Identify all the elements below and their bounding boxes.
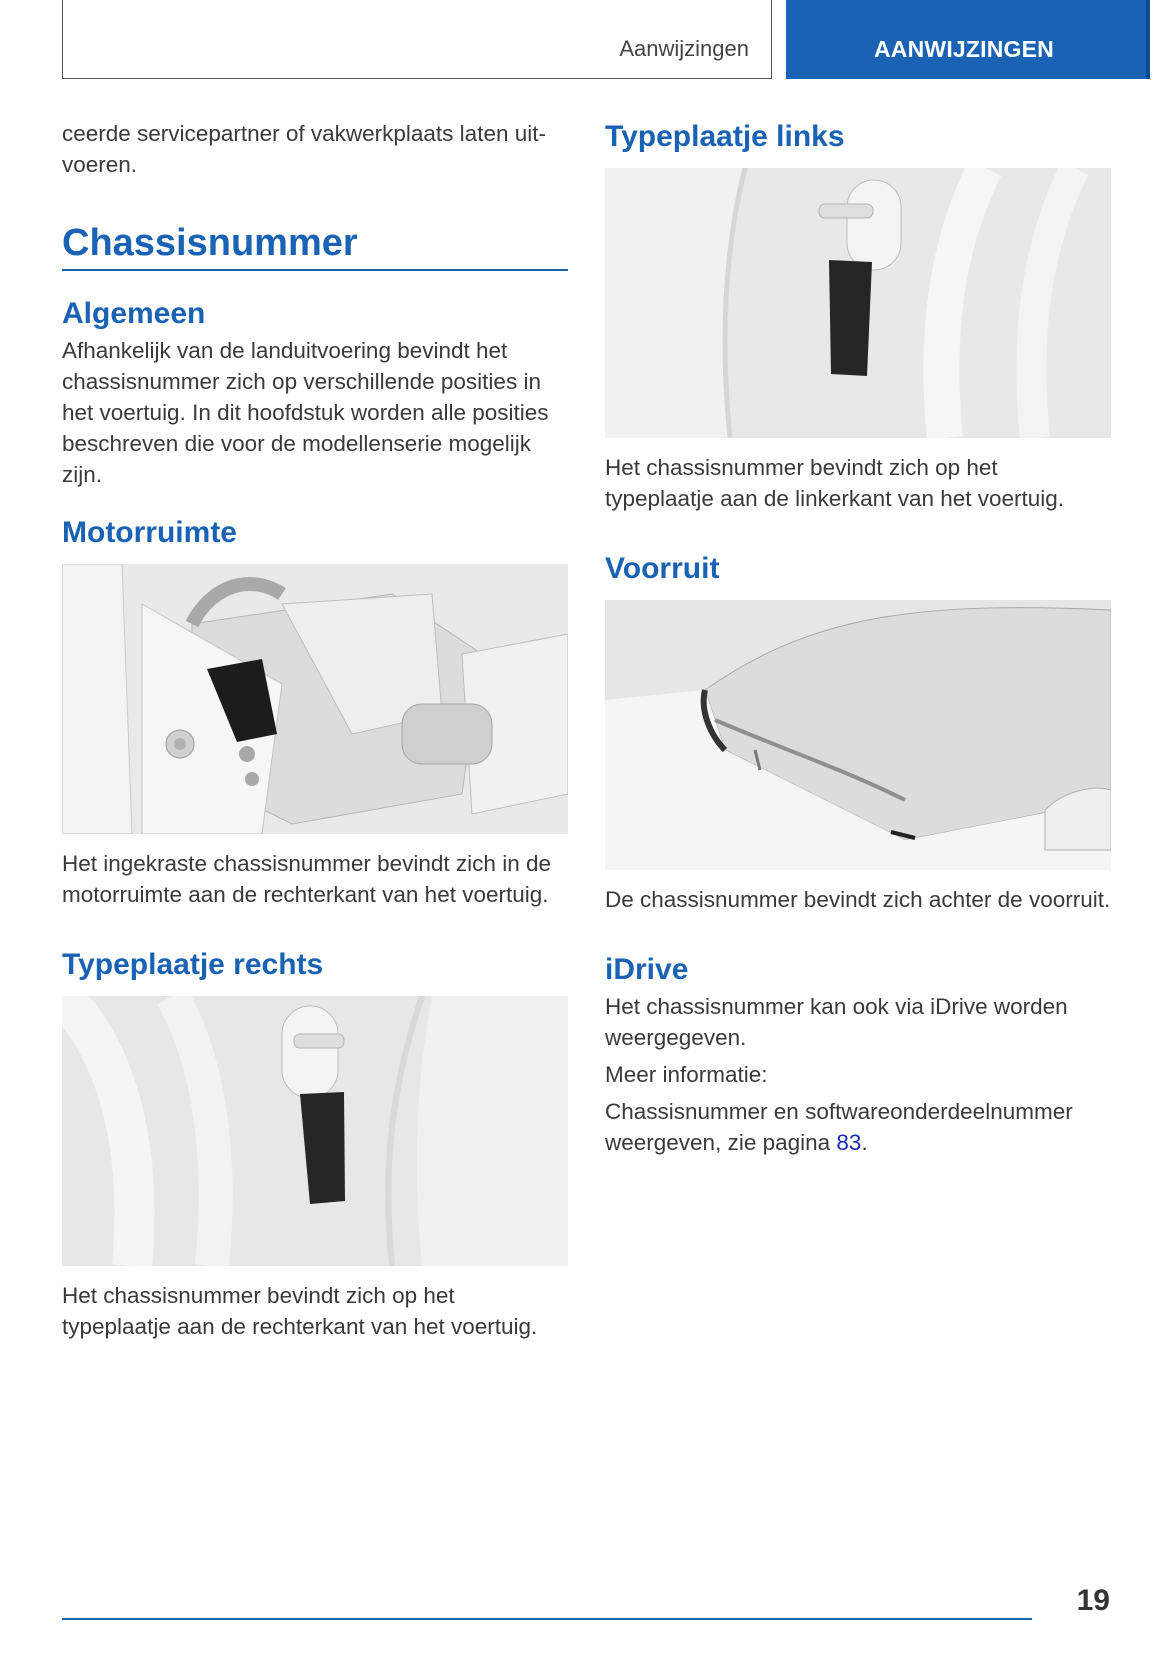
windshield-illustration (605, 600, 1111, 870)
section-title-idrive: iDrive (605, 953, 689, 986)
header-section-title: Aanwijzingen (619, 36, 749, 61)
section-title-algemeen: Algemeen (62, 297, 206, 330)
section-title-typeplaatje-rechts: Typeplaatje rechts (62, 948, 324, 981)
type-plate-left-image (605, 168, 1111, 438)
chapter-title: Chassisnummer (62, 222, 568, 271)
reference-text: Chassisnummer en softwareonderdeelnummer weergeven, zie pagina (605, 1099, 1073, 1155)
header-chapter-tab (786, 0, 1150, 79)
section-title-voorruit: Voorruit (605, 552, 720, 585)
reference-end: . (861, 1130, 868, 1155)
idrive-text: Het chassisnummer kan ook via iDrive worden weergegeven. (605, 994, 1068, 1050)
header-chapter-tab-label: AANWIJZINGEN (873, 36, 1054, 62)
type-plate-left-illustration (605, 168, 1111, 438)
type-plate-right-image (62, 996, 568, 1266)
section-title-typeplaatje-links: Typeplaatje links (605, 120, 845, 153)
footer-rule (62, 1618, 1032, 1620)
typeplaatje-rechts-caption: Het chassisnummer bevindt zich op het typeplaatje aan de rechterkant van het voertuig. (62, 1283, 538, 1339)
engine-bay-image (62, 564, 568, 834)
voorruit-caption: De chassisnummer bevindt zich achter de voorruit. (605, 887, 1111, 912)
algemeen-text: Afhankelijk van de landuitvoering bevindt het chassisnummer zich op verschillende posities in het voertuig. In dit hoofdstuk worden alle posities beschreven die voor de modellenserie mogelijk zijn. (62, 338, 549, 487)
motorruimte-caption: Het ingekraste chassisnummer bevindt zich in de motorruimte aan de rechterkant van het voertuig. (62, 851, 551, 907)
header-frame (62, 0, 772, 79)
page-number: 19 (1076, 1584, 1110, 1617)
type-plate-left-marker (829, 260, 872, 376)
typeplaatje-links-caption: Het chassisnummer bevindt zich op het typeplaatje aan de linkerkant van het voertuig. (605, 455, 1065, 511)
header-tab-edge (1146, 0, 1150, 79)
left-column (62, 118, 568, 1342)
reference-page-link[interactable]: 83 (836, 1130, 862, 1155)
windshield-image (605, 600, 1111, 870)
more-info-label: Meer informatie: (605, 1062, 768, 1087)
idrive-reference (605, 1096, 1111, 1158)
section-title-motorruimte: Motorruimte (62, 516, 237, 549)
continuation-text: ceerde servicepartner of vakwerkplaats laten uit-voeren. (62, 121, 546, 177)
type-plate-right-illustration (62, 996, 568, 1266)
engine-bay-illustration (62, 564, 568, 834)
right-column (605, 118, 1111, 1158)
